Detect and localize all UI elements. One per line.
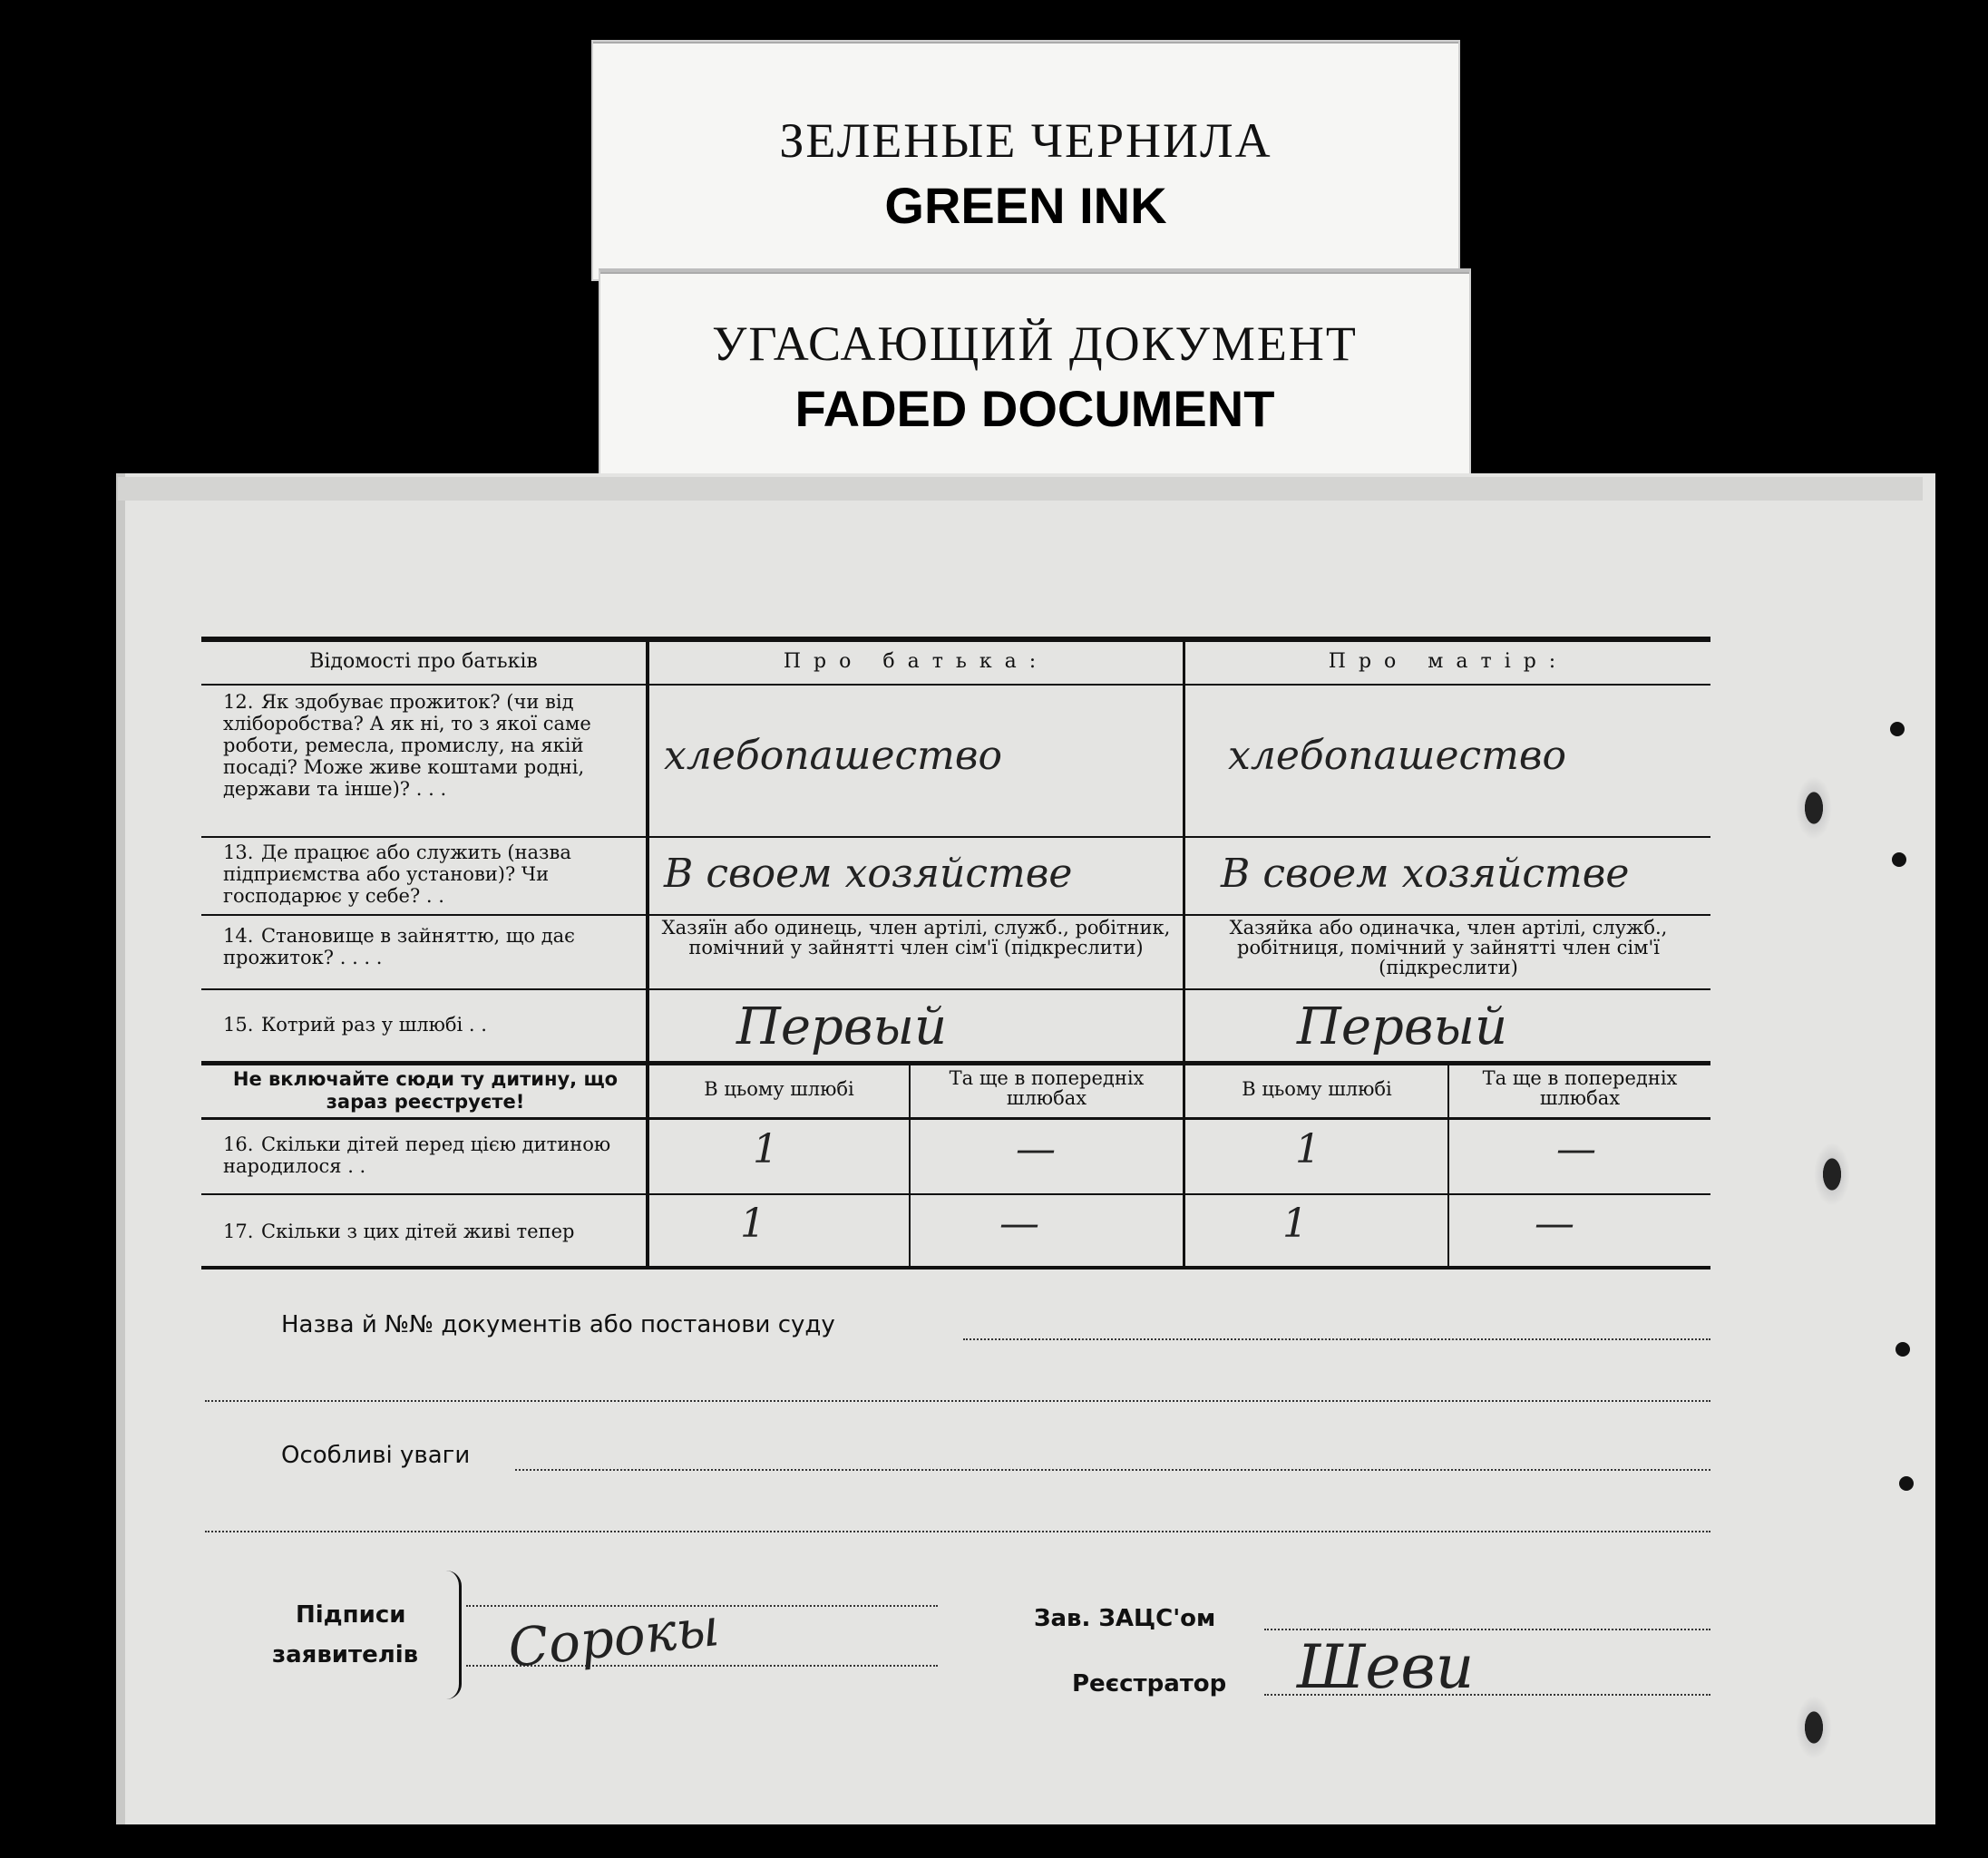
documents-label: Назва й №№ документів або постанови суду [281, 1311, 835, 1338]
registrar-label: Реєстратор [1072, 1670, 1227, 1697]
table-rule [201, 836, 1710, 838]
table-rule [201, 637, 1710, 642]
mother-this-marriage-header: В цьому шлюбі [1242, 1078, 1392, 1100]
applicants-label-1: Підписи [296, 1601, 406, 1629]
punch-hole [1892, 852, 1906, 867]
father-children-prev-16: — [1016, 1126, 1056, 1172]
table-rule [201, 988, 1710, 990]
table-divider [1183, 642, 1185, 1268]
documents-line [205, 1400, 1710, 1402]
applicants-label-2: заявителів [272, 1641, 419, 1668]
mother-children-this-16: 1 [1295, 1126, 1320, 1172]
mother-children-prev-17: — [1535, 1201, 1574, 1247]
header-father: Про батька: [783, 650, 1049, 673]
question-number: 13. [223, 841, 254, 863]
faded-document-en: FADED DOCUMENT [794, 380, 1275, 437]
table-rule [201, 1193, 1710, 1195]
question-text: Становище в зайняттю, що дає прожиток? . . . . [223, 925, 575, 968]
mother-answer-13: В своем хозяйстве [1221, 851, 1630, 897]
question-number: 15. [223, 1014, 254, 1036]
parents-info-table [201, 637, 1710, 1268]
question-text: Скільки з цих дітей живі тепер [261, 1221, 575, 1242]
table-divider [646, 642, 649, 1268]
signature-brace [446, 1571, 462, 1699]
question-number: 16. [223, 1133, 254, 1155]
registrar-signature: Шеви [1297, 1632, 1475, 1702]
question-text: Котрий раз у шлюбі . . [261, 1014, 487, 1036]
question-text: Як здобуває прожиток? (чи від хліборобства? А як ні, то з якої саме роботи, ремесла, промислу, на якій посаді? Може живе коштами родні, держави та інше)? . . . [223, 691, 591, 800]
table-rule [201, 1266, 1710, 1269]
table-rule [201, 1117, 1710, 1120]
applicant-signature: Сорокы [505, 1595, 723, 1680]
question-12 [223, 691, 642, 800]
tear-mark [1814, 1143, 1850, 1206]
mother-status-options: Хазяйка або одиначка, член артілі, служб., робітниця, помічний у зайнятті член сім'ї (підкреслити) [1229, 917, 1668, 978]
father-prev-marriages-header: Та ще в попередніх шлюбах [949, 1067, 1145, 1109]
head-signature-line [1264, 1629, 1710, 1630]
father-children-prev-17: — [999, 1201, 1039, 1247]
punch-hole [1890, 722, 1905, 736]
notes-line [515, 1469, 1710, 1471]
header-mother: Про матір: [1328, 650, 1569, 673]
table-rule [201, 684, 1710, 686]
question-number: 12. [223, 691, 254, 713]
faded-document-label [599, 268, 1471, 481]
mother-answer-12: хлебопашество [1228, 733, 1566, 779]
table-rule [201, 914, 1710, 916]
documents-line [963, 1338, 1710, 1340]
question-16 [223, 1133, 642, 1177]
table-rule [201, 1061, 1710, 1065]
tear-mark [1796, 776, 1832, 840]
question-15 [223, 1014, 642, 1036]
mother-prev-marriages-header: Та ще в попередніх шлюбах [1482, 1067, 1678, 1109]
father-answer-15: Первый [736, 997, 948, 1056]
green-ink-ru: ЗЕЛЕНЫЕ ЧЕРНИЛА [779, 113, 1272, 168]
father-children-this-16: 1 [753, 1126, 778, 1172]
children-warning: Не включайте сюди ту дитину, що зараз реєструєте! [232, 1068, 619, 1113]
mother-children-this-17: 1 [1282, 1201, 1308, 1247]
father-status-options: Хазяїн або одинець, член артілі, служб., робітник, помічний у зайнятті член сім'ї (підкреслити) [661, 917, 1171, 958]
head-label: Зав. ЗАЦС'ом [1034, 1605, 1216, 1632]
mother-children-prev-16: — [1556, 1126, 1596, 1172]
mother-answer-15: Первый [1297, 997, 1508, 1056]
question-text: Скільки дітей перед цією дитиною народилося . . [223, 1133, 611, 1177]
father-this-marriage-header: В цьому шлюбі [704, 1078, 854, 1100]
punch-hole [1899, 1476, 1914, 1491]
question-17 [223, 1221, 642, 1242]
question-14 [223, 925, 642, 968]
father-answer-13: В своем хозяйстве [664, 851, 1073, 897]
faded-document-ru: УГАСАЮЩИЙ ДОКУМЕНТ [712, 316, 1358, 371]
question-13 [223, 841, 642, 907]
notes-line [205, 1531, 1710, 1532]
punch-hole [1895, 1342, 1910, 1357]
green-ink-label [591, 40, 1460, 281]
notes-label: Особливі уваги [281, 1442, 471, 1469]
question-number: 17. [223, 1221, 254, 1242]
father-answer-12: хлебопашество [664, 733, 1002, 779]
card-edge [118, 477, 1923, 501]
father-children-this-17: 1 [740, 1201, 765, 1247]
green-ink-en: GREEN INK [884, 177, 1167, 234]
question-text: Де працює або служить (назва підприємства або установи)? Чи господарює у себе? . . [223, 841, 571, 907]
tear-mark [1796, 1696, 1832, 1759]
question-number: 14. [223, 925, 254, 947]
header-section: Відомості про батьків [309, 650, 538, 673]
